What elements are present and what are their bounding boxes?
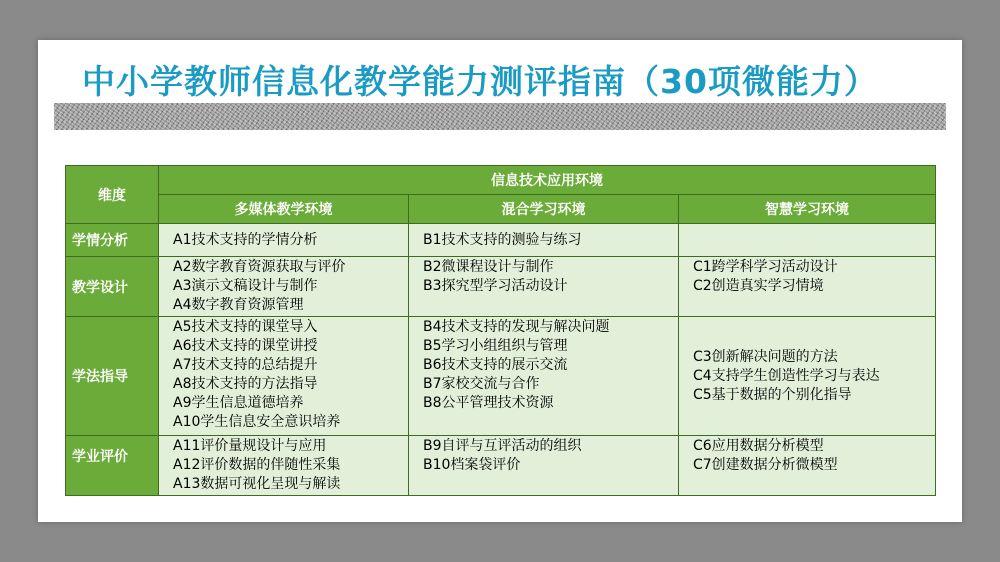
list-item: A10学生信息安全意识培养 — [173, 414, 341, 430]
env-header-blended: 混合学习环境 — [409, 195, 679, 224]
list-item: B7家校交流与合作 — [423, 376, 540, 392]
list-item: C3创新解决问题的方法 — [693, 348, 838, 365]
list-item: B3探究型学习活动设计 — [423, 278, 568, 294]
list-item: A11评价量规设计与应用 — [173, 438, 327, 454]
list-item: B1技术支持的测验与练习 — [423, 231, 582, 248]
list-item: C7创建数据分析微模型 — [693, 457, 838, 473]
table-cell — [679, 257, 936, 317]
list-item: C4支持学生创造性学习与表达 — [693, 367, 880, 384]
table-cell — [409, 257, 679, 317]
table-cell — [679, 436, 936, 496]
table-row — [66, 257, 936, 317]
list-item: B8公平管理技术资源 — [423, 395, 554, 411]
list-item: B2微课程设计与制作 — [423, 259, 554, 275]
list-item: B6技术支持的展示交流 — [423, 357, 568, 373]
dimension-label: 学情分析 — [66, 224, 159, 257]
list-item: A6技术支持的课堂讲授 — [173, 338, 318, 354]
page-title: 中小学教师信息化教学能力测评指南（30项微能力） — [82, 62, 878, 101]
table-cell — [159, 257, 409, 317]
table-cell — [159, 224, 409, 257]
list-item: B10档案袋评价 — [423, 457, 521, 473]
list-item: A1技术支持的学情分析 — [173, 231, 318, 248]
env-header-smart: 智慧学习环境 — [679, 195, 936, 224]
list-item: C2创造真实学习情境 — [693, 278, 824, 294]
table-row — [66, 436, 936, 496]
decorative-texture-band — [54, 103, 946, 130]
list-item: A7技术支持的总结提升 — [173, 357, 318, 373]
table-cell — [409, 224, 679, 257]
list-item: C5基于数据的个别化指导 — [693, 386, 852, 403]
dimension-label: 学法指导 — [66, 317, 159, 436]
table-row — [66, 317, 936, 436]
table-cell — [679, 317, 936, 436]
dimension-label: 学业评价 — [66, 436, 159, 496]
competency-table — [65, 165, 936, 496]
env-header-row — [66, 195, 936, 224]
list-item: C6应用数据分析模型 — [693, 438, 824, 454]
list-item: A13数据可视化呈现与解读 — [173, 476, 341, 492]
slide — [38, 40, 962, 522]
table-cell — [409, 436, 679, 496]
dimension-label: 教学设计 — [66, 257, 159, 317]
list-item: B9自评与互评活动的组织 — [423, 438, 582, 454]
list-item: A5技术支持的课堂导入 — [173, 319, 318, 335]
corner-header: 维度 — [66, 166, 159, 224]
list-item: A12评价数据的伴随性采集 — [173, 457, 341, 473]
list-item: A9学生信息道德培养 — [173, 395, 304, 411]
list-item: A4数字教育资源管理 — [173, 297, 304, 313]
table-cell — [159, 317, 409, 436]
table-header-row — [66, 166, 936, 195]
table-row — [66, 224, 936, 257]
list-item: C1跨学科学习活动设计 — [693, 259, 838, 275]
table-cell — [409, 317, 679, 436]
list-item: B5学习小组组织与管理 — [423, 338, 568, 354]
group-header: 信息技术应用环境 — [159, 166, 936, 195]
env-header-multimedia: 多媒体教学环境 — [159, 195, 409, 224]
list-item: A2数字教育资源获取与评价 — [173, 259, 346, 275]
table-cell — [679, 224, 936, 257]
list-item: A8技术支持的方法指导 — [173, 376, 318, 392]
list-item: B4技术支持的发现与解决问题 — [423, 319, 610, 335]
table-cell — [159, 436, 409, 496]
list-item: A3演示文稿设计与制作 — [173, 278, 318, 294]
